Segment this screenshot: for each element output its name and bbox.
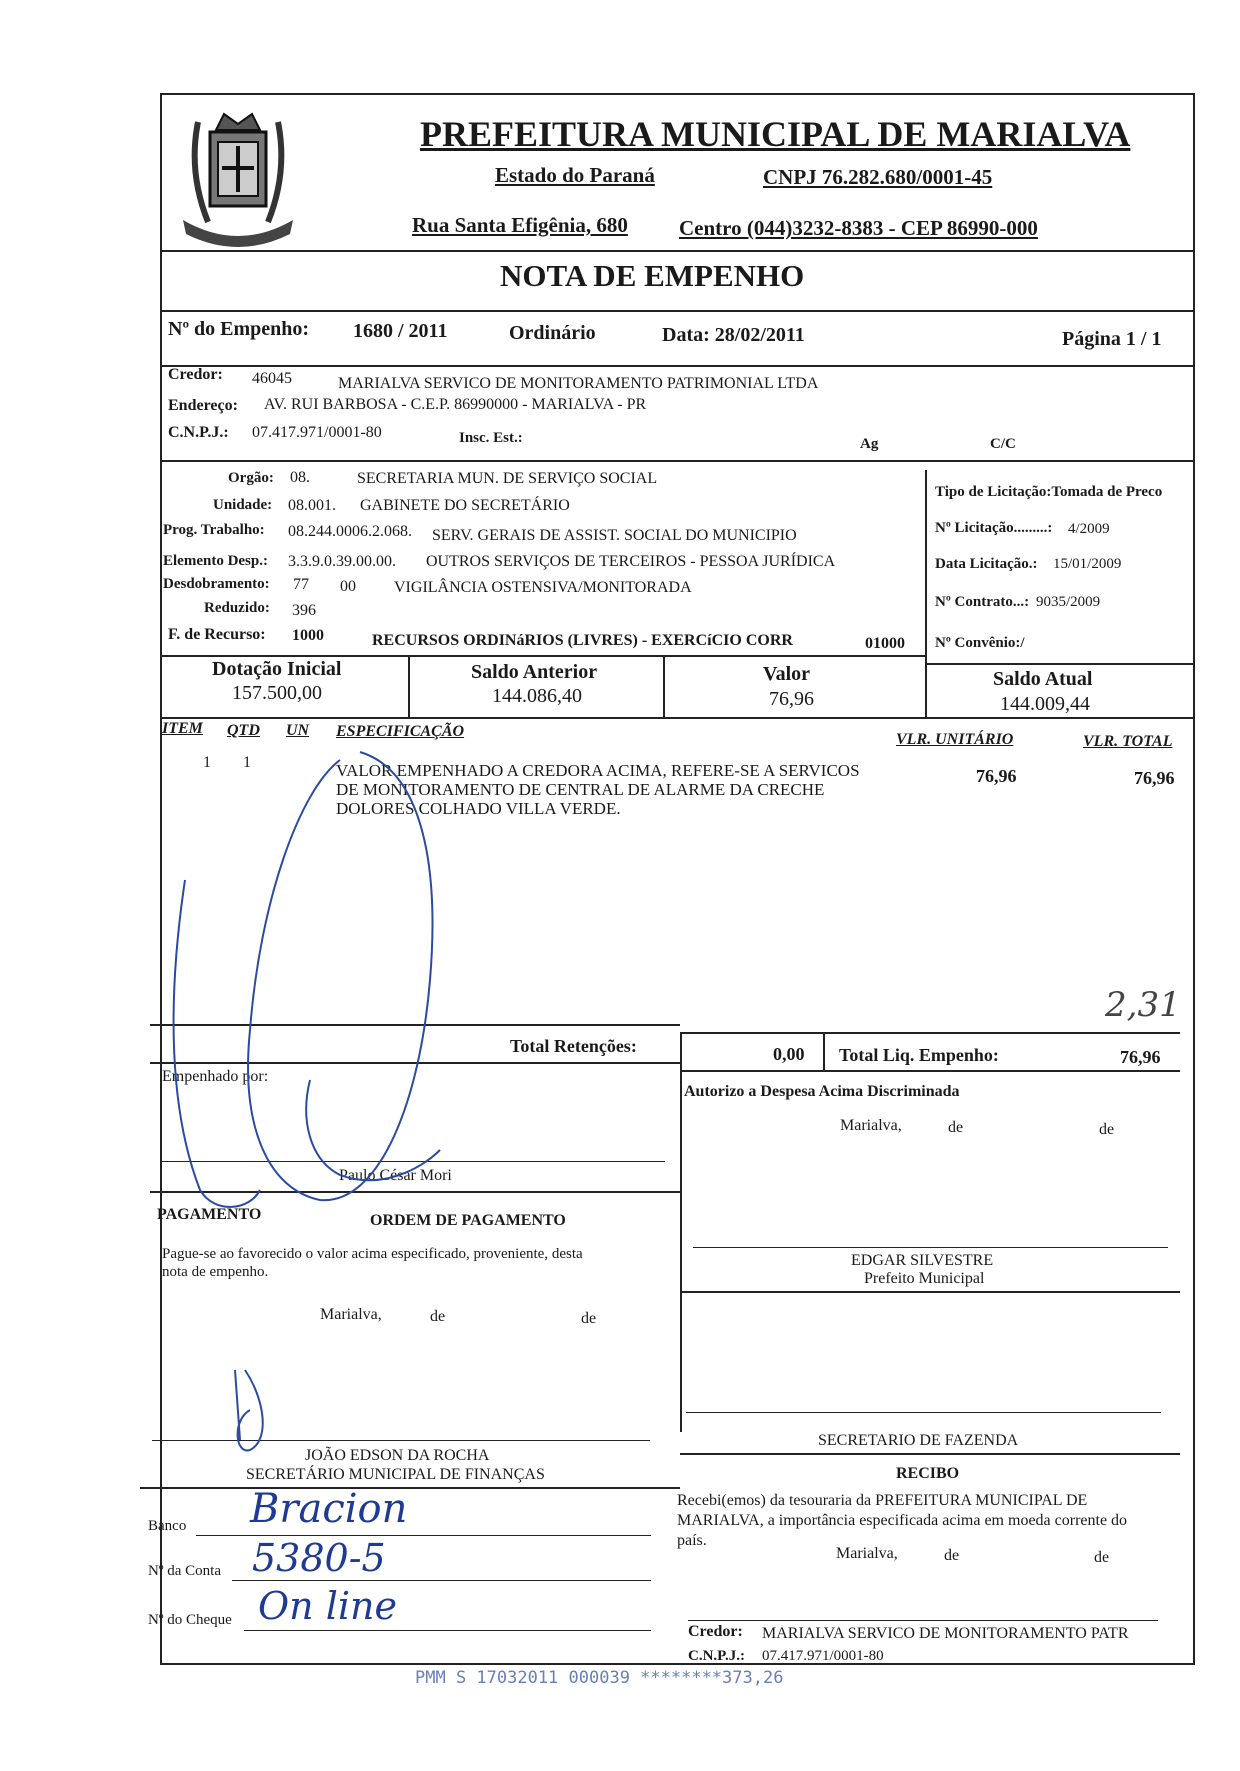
convenio-label: Nº Convênio:/: [935, 635, 1025, 651]
licitacao-date: 15/01/2009: [1053, 556, 1122, 572]
de-3a: de: [944, 1547, 960, 1564]
insc-est-label: Insc. Est.:: [459, 430, 523, 446]
recurso-code: 1000: [292, 627, 324, 644]
col-espec: ESPECIFICAÇÃO: [336, 723, 465, 740]
recurso-label: F. de Recurso:: [168, 626, 266, 643]
empenho-type: Ordinário: [509, 322, 596, 344]
retencoes-value: 0,00: [773, 1044, 805, 1064]
footer-credor-label: Credor:: [688, 1623, 743, 1640]
desdob-name: VIGILÂNCIA OSTENSIVA/MONITORADA: [394, 579, 692, 596]
cnpj-label: CNPJ 76.282.680/0001-45: [763, 165, 993, 189]
prefeito-role: Prefeito Municipal: [864, 1270, 985, 1287]
credor-cnpj: 07.417.971/0001-80: [252, 424, 382, 441]
pagamento-label: PAGAMENTO: [157, 1206, 262, 1223]
col-unit: VLR. UNITÁRIO: [896, 731, 1014, 748]
de-1b: de: [1099, 1121, 1115, 1138]
col-total: VLR. TOTAL: [1083, 733, 1173, 750]
pague-line2: nota de empenho.: [162, 1264, 269, 1280]
prog-name: SERV. GERAIS DE ASSIST. SOCIAL DO MUNICIPIO: [432, 527, 797, 544]
recibo-line3: país.: [677, 1532, 707, 1549]
pague-line1: Pague-se ao favorecido o valor acima especificado, proveniente, desta: [162, 1246, 583, 1262]
valor-label: Valor: [763, 663, 811, 685]
liquido-label: Total Liq. Empenho:: [839, 1045, 999, 1065]
recibo-line2: MARIALVA, a importância especificada acima em moeda corrente do: [677, 1512, 1128, 1529]
saldo-atual-label: Saldo Atual: [993, 668, 1093, 690]
contrato-number: 9035/2009: [1036, 594, 1101, 610]
prog-code: 08.244.0006.2.068.: [288, 523, 412, 540]
recibo-label: RECIBO: [896, 1465, 960, 1482]
elemento-code: 3.3.9.0.39.00.00.: [288, 553, 396, 570]
page-number: Página 1 / 1: [1062, 328, 1162, 350]
reduzido-label: Reduzido:: [204, 600, 270, 616]
item-unit-value: 76,96: [976, 766, 1017, 786]
de-3b: de: [1094, 1549, 1110, 1566]
payment-stamp: PMM S 17032011 000039 ********373,26: [415, 1668, 784, 1688]
item-desc-line3: DOLORES COLHADO VILLA VERDE.: [336, 799, 621, 818]
item-qty: 1: [243, 754, 251, 771]
credor-address: AV. RUI BARBOSA - C.E.P. 86990000 - MARIALVA - PR: [264, 396, 647, 413]
empenho-number: 1680 / 2011: [353, 320, 448, 342]
orgao-name: SECRETARIA MUN. DE SERVIÇO SOCIAL: [357, 470, 658, 487]
empenhado-name: Paulo César Mori: [339, 1167, 452, 1184]
place-date-3: Marialva,: [836, 1545, 898, 1562]
prefeito-name: EDGAR SILVESTRE: [851, 1252, 994, 1269]
credor-code: 46045: [252, 370, 292, 387]
joao-name: JOÃO EDSON DA ROCHA: [305, 1447, 490, 1464]
licitacao-date-label: Data Licitação.:: [935, 556, 1038, 572]
licitacao-number-label: Nº Licitação.........:: [935, 520, 1053, 536]
conta-value: 5380-5: [252, 1536, 386, 1580]
ordem-label: ORDEM DE PAGAMENTO: [370, 1212, 566, 1229]
orgao-label: Orgão:: [228, 470, 274, 486]
footer-cnpj: 07.417.971/0001-80: [762, 1648, 884, 1664]
banco-label: Banco: [148, 1518, 187, 1534]
de-2a: de: [430, 1308, 446, 1325]
item-number: 1: [203, 754, 211, 771]
col-item: ITEM: [162, 720, 203, 737]
col-qtd: QTD: [227, 722, 260, 739]
empenho-date: Data: 28/02/2011: [662, 324, 805, 346]
handwritten-annotation: 2,31: [1105, 985, 1181, 1025]
item-desc-line2: DE MONITORAMENTO DE CENTRAL DE ALARME DA CRECHE: [336, 780, 825, 799]
unidade-code: 08.001.: [288, 497, 336, 514]
de-1a: de: [948, 1119, 964, 1136]
desdob-a: 77: [293, 576, 309, 593]
contrato-label: Nº Contrato...:: [935, 594, 1030, 610]
recurso-name: RECURSOS ORDINáRIOS (LIVRES) - EXERCíCIO CORR: [372, 632, 793, 649]
orgao-code: 08.: [290, 469, 310, 486]
ag-label: Ag: [860, 436, 879, 452]
autorizo-label: Autorizo a Despesa Acima Discriminada: [684, 1083, 960, 1100]
credor-name: MARIALVA SERVICO DE MONITORAMENTO PATRIMONIAL LTDA: [338, 375, 819, 392]
cc-label: C/C: [990, 436, 1016, 452]
empenhado-label: Empenhado por:: [162, 1068, 269, 1085]
empenho-label: Nº do Empenho:: [168, 318, 310, 340]
place-date-2: Marialva,: [320, 1306, 382, 1323]
elemento-label: Elemento Desp.:: [163, 553, 268, 569]
saldo-anterior-label: Saldo Anterior: [471, 661, 598, 683]
dotacao-value: 157.500,00: [232, 682, 322, 704]
footer-credor-name: MARIALVA SERVICO DE MONITORAMENTO PATR: [762, 1625, 1129, 1642]
cheque-value: On line: [258, 1584, 397, 1628]
recibo-line1: Recebi(emos) da tesouraria da PREFEITURA MUNICIPAL DE: [677, 1492, 1088, 1509]
tipo-licitacao: Tipo de Licitação:Tomada de Preco: [935, 484, 1163, 500]
unidade-label: Unidade:: [213, 497, 273, 513]
item-desc-line1: VALOR EMPENHADO A CREDORA ACIMA, REFERE-SE A SERVICOS: [336, 761, 860, 780]
joao-role: SECRETÁRIO MUNICIPAL DE FINANÇAS: [246, 1466, 545, 1483]
credor-label: Credor:: [168, 366, 223, 383]
prog-label: Prog. Trabalho:: [163, 522, 265, 538]
saldo-atual-value: 144.009,44: [1000, 693, 1090, 715]
desdob-label: Desdobramento:: [163, 576, 270, 592]
banco-value: Bracion: [250, 1486, 408, 1532]
saldo-anterior-value: 144.086,40: [492, 685, 582, 707]
conta-label: Nº da Conta: [148, 1563, 221, 1579]
place-date-1: Marialva,: [840, 1117, 902, 1134]
district-phone: Centro (044)3232-8383 - CEP 86990-000: [679, 216, 1038, 240]
valor-value: 76,96: [769, 688, 814, 710]
secretario-fazenda: SECRETARIO DE FAZENDA: [818, 1432, 1019, 1449]
de-2b: de: [581, 1310, 597, 1327]
elemento-name: OUTROS SERVIÇOS DE TERCEIROS - PESSOA JURÍDICA: [426, 553, 836, 570]
document-title: NOTA DE EMPENHO: [500, 258, 805, 293]
liquido-value: 76,96: [1120, 1047, 1161, 1067]
street-address: Rua Santa Efigênia, 680: [412, 213, 628, 237]
col-un: UN: [286, 722, 310, 739]
cheque-label: Nº do Cheque: [148, 1612, 232, 1628]
recurso-extra-code: 01000: [865, 635, 905, 652]
item-total-value: 76,96: [1134, 768, 1175, 788]
unidade-name: GABINETE DO SECRETÁRIO: [360, 497, 570, 514]
retencoes-label: Total Retenções:: [510, 1036, 637, 1056]
state-label: Estado do Paraná: [495, 163, 655, 187]
footer-cnpj-label: C.N.P.J.:: [688, 1648, 745, 1664]
municipality-title: PREFEITURA MUNICIPAL DE MARIALVA: [420, 114, 1131, 154]
reduzido-value: 396: [292, 602, 316, 619]
licitacao-number: 4/2009: [1068, 521, 1110, 537]
desdob-b: 00: [340, 578, 356, 595]
credor-cnpj-label: C.N.P.J.:: [168, 424, 229, 441]
address-label: Endereço:: [168, 397, 238, 414]
dotacao-label: Dotação Inicial: [212, 658, 342, 680]
